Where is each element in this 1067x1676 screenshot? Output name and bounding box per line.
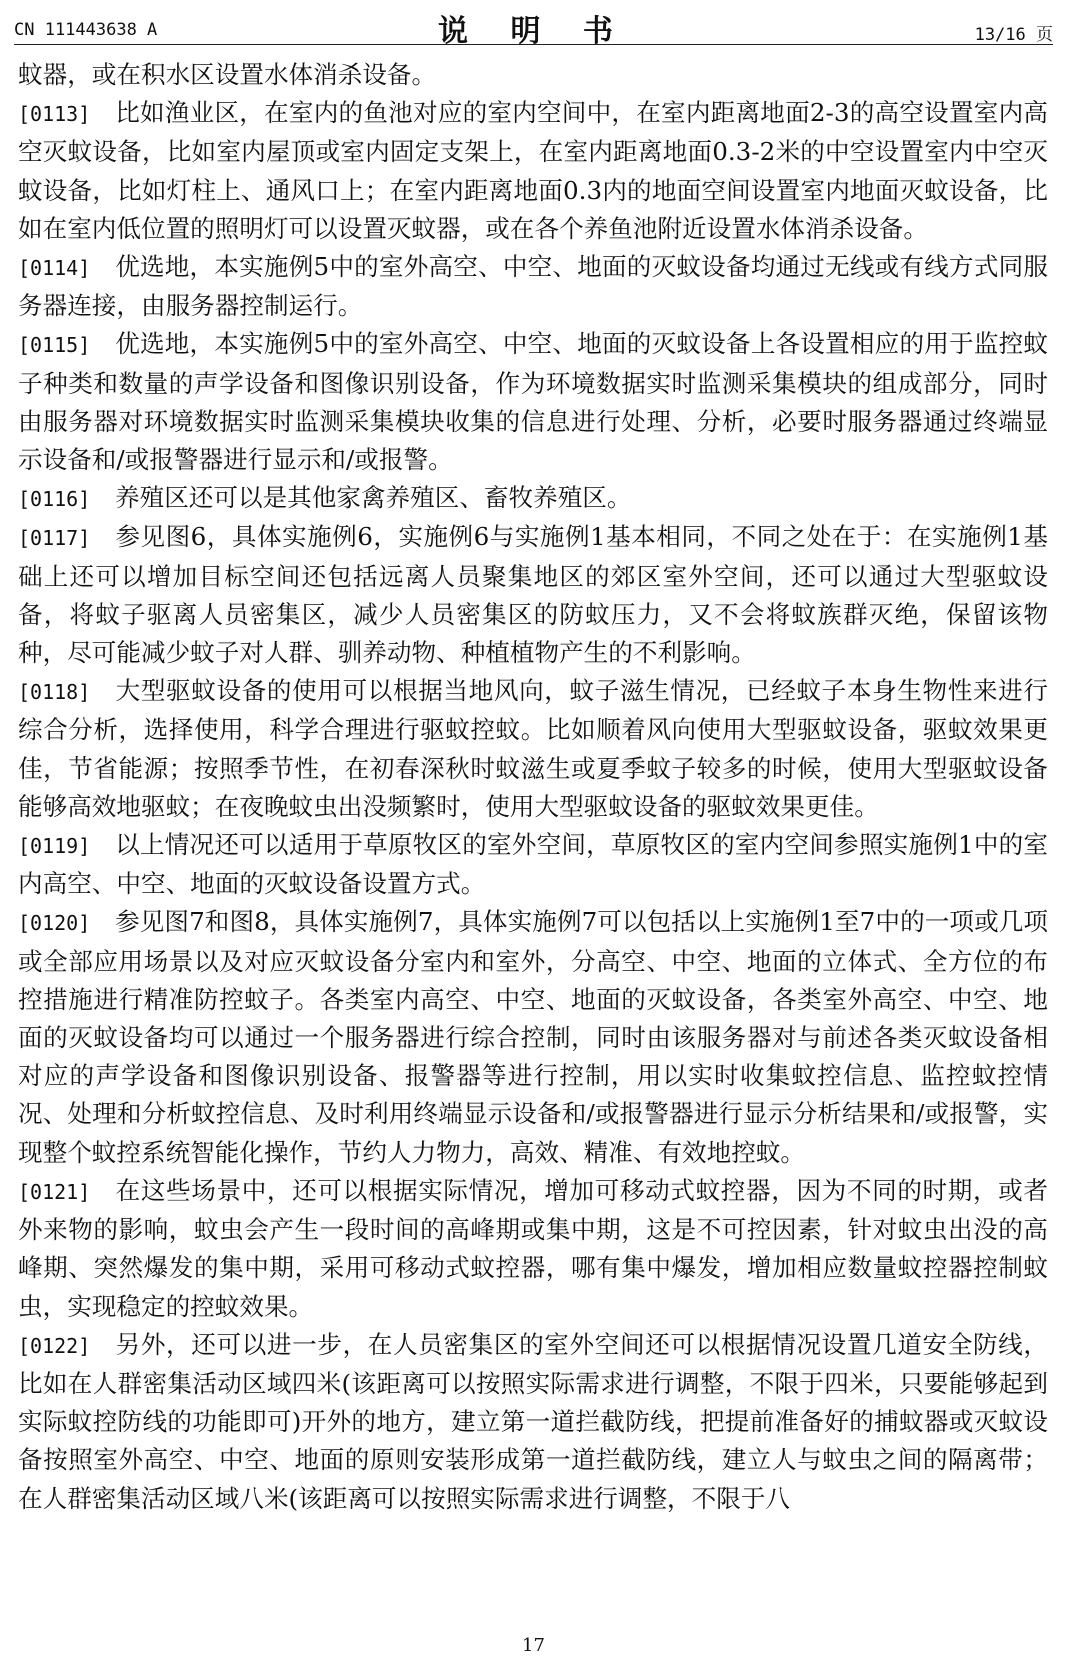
paragraph-0115 — [18, 325, 1048, 479]
paragraph-0114 — [18, 248, 1048, 325]
page-number: 17 — [522, 1635, 545, 1656]
paragraph-text: 养殖区还可以是其他家禽养殖区、畜牧养殖区。 — [115, 483, 632, 513]
paragraph-text: 比如渔业区，在室内的鱼池对应的室内空间中，在室内距离地面2-3的高空设置室内高空灭蚊设备，比如室内屋顶或室内固定支架上，在室内距离地面0.3-2米的中空设置室内中空灭蚊设备，比如灯柱上、通风口上；在室内距离地面0.3内的地面空间设置室内地面灭蚊设备，比如在室内低位置的照明灯可以设置灭蚊器，或在各个养鱼池附近设置水体消杀设备。 — [18, 98, 1048, 243]
paragraph-text: 蚊器，或在积水区设置水体消杀设备。 — [18, 60, 437, 89]
paragraph-number: [0119] — [18, 834, 91, 859]
paragraph-number: [0118] — [18, 680, 91, 705]
page-indicator: 13/16 页 — [974, 25, 1053, 45]
paragraph-text: 大型驱蚊设备的使用可以根据当地风向，蚊子滋生情况，已经蚊子本身生物性来进行综合分析，选择使用，科学合理进行驱蚊控蚊。比如顺着风向使用大型驱蚊设备，驱蚊效果更佳，节省能源；按照季节性，在初春深秋时蚊滋生或夏季蚊子较多的时候，使用大型驱蚊设备能够高效地驱蚊；在夜晚蚊虫出没频繁时，使用大型驱蚊设备的驱蚊效果更佳。 — [18, 676, 1048, 821]
paragraph-text: 优选地，本实施例5中的室外高空、中空、地面的灭蚊设备均通过无线或有线方式同服务器连接，由服务器控制运行。 — [18, 252, 1048, 321]
paragraph-continuation — [18, 56, 1048, 94]
paragraph-text: 在这些场景中，还可以根据实际情况，增加可移动式蚊控器，因为不同的时期，或者外来物的影响，蚊虫会产生一段时间的高峰期或集中期，这是不可控因素，针对蚊虫出没的高峰期、突然爆发的集中期，采用可移动式蚊控器，哪有集中爆发，增加相应数量蚊控器控制蚊虫，实现稳定的控蚊效果。 — [18, 1175, 1048, 1321]
paragraph-0118 — [18, 672, 1048, 826]
paragraph-number: [0113] — [18, 102, 91, 127]
publication-number: CN 111443638 A — [14, 20, 158, 40]
paragraph-0113 — [18, 94, 1048, 248]
paragraph-text: 以上情况还可以适用于草原牧区的室外空间，草原牧区的室内空间参照实施例1中的室内高空、中空、地面的灭蚊设备设置方式。 — [18, 830, 1048, 899]
paragraph-text: 参见图6，具体实施例6，实施例6与实施例1基本相同，不同之处在于：在实施例1基础上还可以增加目标空间还包括远离人员聚集地区的郊区室外空间，还可以通过大型驱蚊设备，将蚊子驱离人员密集区，减少人员密集区的防蚊压力，又不会将蚊族群灭绝，保留该物种，尽可能减少蚊子对人群、驯养动物、种植植物产生的不利影响。 — [18, 522, 1048, 668]
paragraph-0120 — [18, 903, 1048, 1171]
document-title: 说 明 书 — [438, 14, 629, 49]
paragraph-number: [0115] — [18, 333, 91, 358]
paragraph-text: 参见图7和图8，具体实施例7，具体实施例7可以包括以上实施例1至7中的一项或几项或全部应用场景以及对应灭蚊设备分室内和室外，分高空、中空、地面的立体式、全方位的布控措施进行精准防控蚊子。各类室内高空、中空、地面的灭蚊设备，各类室外高空、中空、地面的灭蚊设备均可以通过一个服务器进行综合控制，同时由该服务器对与前述各类灭蚊设备相对应的声学设备和图像识别设备、报警器等进行控制，用以实时收集蚊控信息、监控蚊控情况、处理和分析蚊控信息、及时利用终端显示设备和/或报警器进行显示分析结果和/或报警，实现整个蚊控系统智能化操作，节约人力物力，高效、精准、有效地控蚊。 — [18, 907, 1048, 1167]
paragraph-number: [0117] — [18, 526, 91, 551]
paragraph-number: [0120] — [18, 911, 91, 936]
paragraph-text: 另外，还可以进一步，在人员密集区的室外空间还可以根据情况设置几道安全防线，比如在人群密集活动区域四米(该距离可以按照实际需求进行调整，不限于四米，只要能够起到实际蚊控防线的功能即可)开外的地方，建立第一道拦截防线，把提前准备好的捕蚊器或灭蚊设备按照室外高空、中空、地面的原则安装形成第一道拦截防线，建立人与蚊虫之间的隔离带；在人群密集活动区域八米(该距离可以按照实际需求进行调整，不限于八 — [18, 1329, 1048, 1513]
paragraph-number: [0122] — [18, 1333, 91, 1358]
paragraph-0116 — [18, 479, 1048, 518]
paragraph-0119 — [18, 826, 1048, 903]
page-header — [14, 6, 1053, 49]
paragraph-text: 优选地，本实施例5中的室外高空、中空、地面的灭蚊设备上各设置相应的用于监控蚊子种类和数量的声学设备和图像识别设备，作为环境数据实时监测采集模块的组成部分，同时由服务器对环境数据实时监测采集模块收集的信息进行处理、分析，必要时服务器通过终端显示设备和/或报警器进行显示和/或报警。 — [18, 329, 1048, 475]
paragraph-0121 — [18, 1172, 1048, 1326]
paragraph-number: [0114] — [18, 256, 91, 281]
paragraph-0122 — [18, 1326, 1048, 1518]
header-divider — [14, 44, 1053, 45]
paragraph-number: [0116] — [18, 487, 91, 512]
paragraph-number: [0121] — [18, 1179, 91, 1204]
description-body — [18, 56, 1048, 1518]
paragraph-0117 — [18, 518, 1048, 672]
